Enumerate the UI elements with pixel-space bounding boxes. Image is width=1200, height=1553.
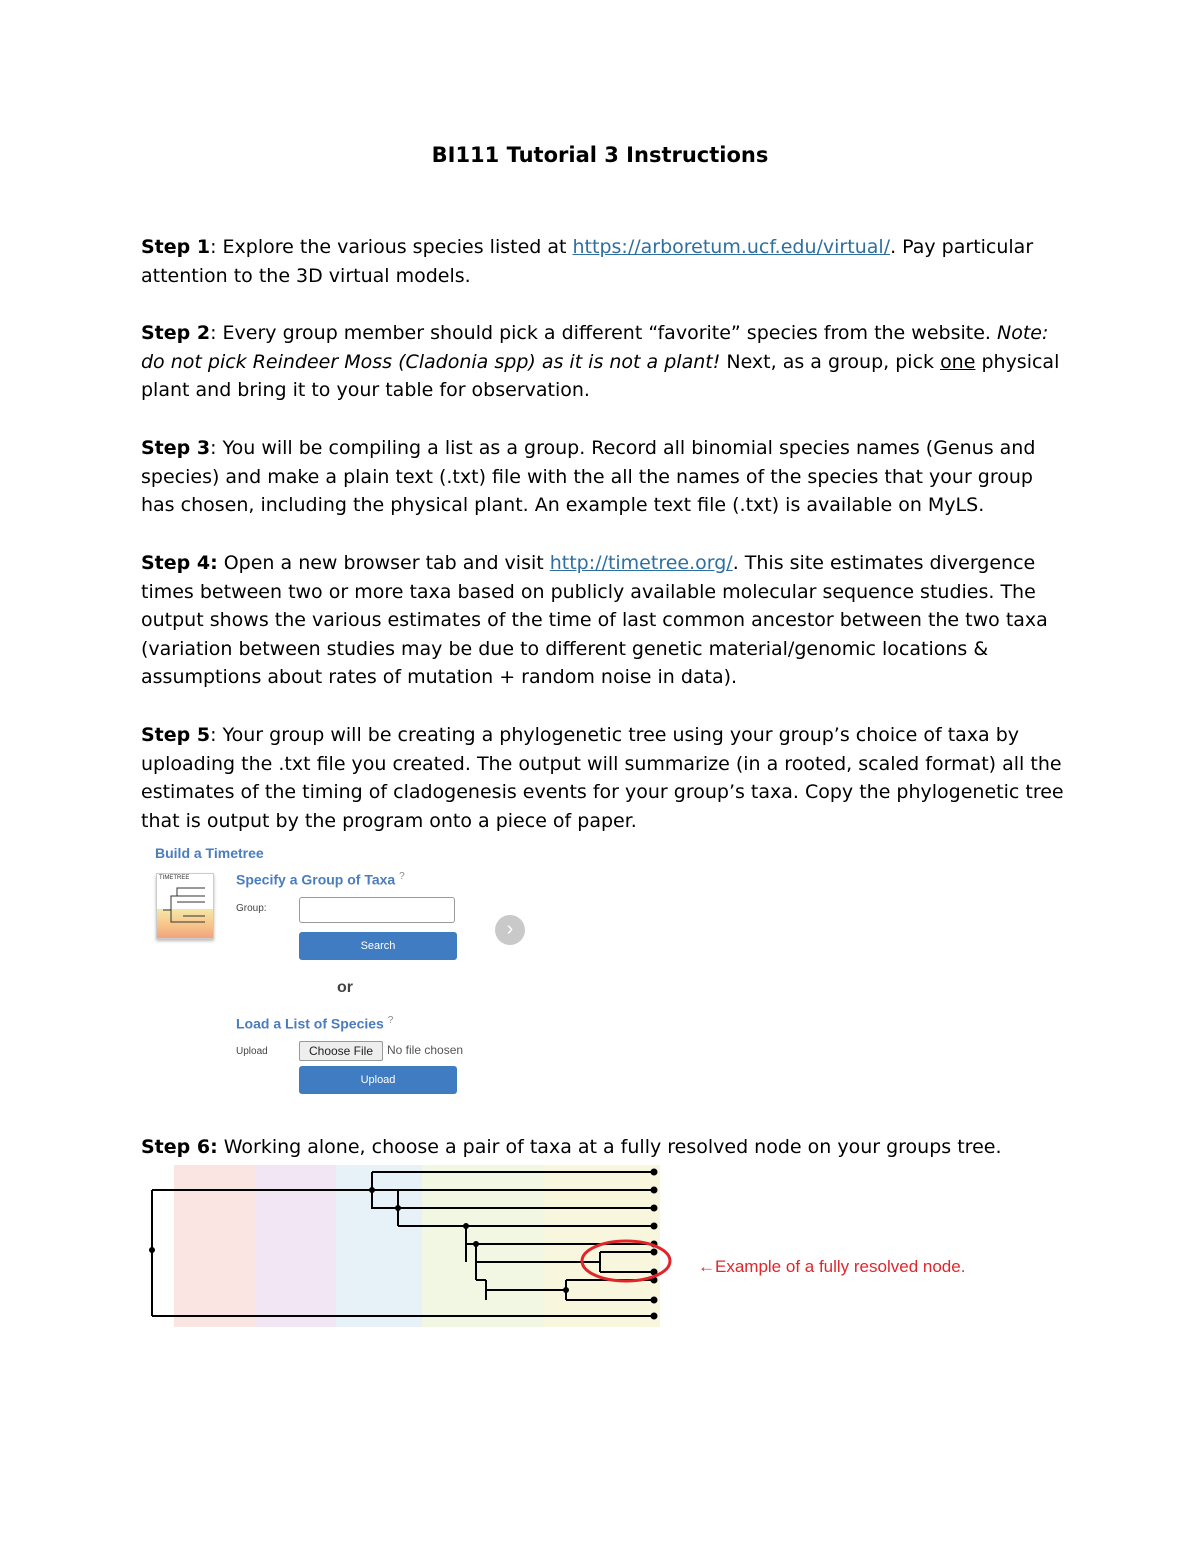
step-2-text-b: Next, as a group, pick	[720, 350, 941, 373]
step-1-text-b: . Pay particular attention to the 3D virtual models.	[141, 236, 1034, 287]
upload-label: Upload	[236, 1046, 268, 1057]
widget-heading: Build a Timetree	[155, 845, 264, 861]
step-2-label: Step 2	[141, 322, 211, 344]
step-3	[141, 434, 1066, 520]
step-5	[141, 721, 1066, 835]
step-4	[141, 549, 1066, 692]
timetree-thumbnail	[156, 873, 214, 939]
upload-button[interactable]: Upload	[299, 1066, 457, 1094]
thumbnail-tree-icon	[157, 874, 213, 938]
timetree-link[interactable]: http://timetree.org/	[549, 552, 733, 574]
no-file-text: No file chosen	[387, 1043, 464, 1057]
chevron-right-icon[interactable]: ›	[495, 915, 525, 945]
step-6	[141, 1133, 1066, 1162]
tip-node	[651, 1187, 658, 1194]
group-label: Group:	[236, 903, 267, 914]
search-button[interactable]: Search	[299, 932, 457, 960]
step-6-label: Step 6:	[141, 1136, 218, 1158]
load-list-title: Load a List of Species ?	[236, 1015, 394, 1032]
step-2-note: Note: do not pick Reindeer Moss (Cladonia spp) as it is not a plant!	[141, 322, 1049, 373]
internal-node	[473, 1241, 479, 1247]
internal-node	[149, 1247, 155, 1253]
step-4-label: Step 4:	[141, 552, 218, 574]
step-2	[141, 319, 1066, 405]
thumbnail-label: TIMETREE	[159, 875, 190, 881]
internal-node	[563, 1287, 569, 1293]
choose-file-button[interactable]: Choose File	[299, 1041, 383, 1061]
arboretum-link[interactable]: https://arboretum.ucf.edu/virtual/	[572, 236, 891, 258]
step-1-label: Step 1	[141, 236, 211, 258]
help-icon[interactable]: ?	[399, 871, 405, 882]
step-1-text-a: : Explore the various species listed at	[210, 236, 573, 258]
internal-node	[395, 1205, 401, 1211]
step-4-text-a: Open a new browser tab and visit	[217, 552, 550, 574]
step-3-text: : You will be compiling a list as a group. Record all binomial species names (Genus and species) and make a plain text (.txt) file with the all the names of the species that your group has chosen, including the physical plant. An example text file (.txt) is available on MyLS.	[141, 437, 1036, 517]
help-icon[interactable]: ?	[387, 1015, 394, 1026]
specify-group-title: Specify a Group of Taxa ?	[236, 871, 405, 888]
tip-node	[651, 1297, 658, 1304]
step-6-text: Working alone, choose a pair of taxa at a fully resolved node on your groups tree.	[217, 1136, 1002, 1158]
tip-node	[651, 1205, 658, 1212]
step-5-text: : Your group will be creating a phylogenetic tree using your group’s choice of taxa by uploading the .txt file you created. The output will summarize (in a rooted, scaled format) all the estimates of the timing of cladogenesis events for your group’s taxa. Copy the phylogenetic tree that is output by the program onto a piece of paper.	[141, 724, 1064, 832]
step-2-underline: one	[940, 350, 976, 373]
or-label: or	[337, 979, 353, 996]
step-3-label: Step 3	[141, 437, 211, 459]
tip-node	[651, 1223, 658, 1230]
step-2-text-c: physical plant and bring it to your table for observation.	[141, 350, 1060, 402]
step-2-text-a: : Every group member should pick a different “favorite” species from the website.	[210, 322, 997, 344]
step-1	[141, 233, 1066, 290]
step-4-text-b: . This site estimates divergence times between two or more taxa based on publicly available molecular sequence studies. The output shows the various estimates of the time of last common ancestor between the two taxa (variation between studies may be due to different genetic material/genomic locations & assumptions about rates of mutation + random noise in data).	[141, 552, 1048, 689]
internal-node	[463, 1223, 469, 1229]
tip-node	[651, 1249, 658, 1256]
page-title: BI111 Tutorial 3 Instructions	[431, 143, 769, 167]
timetree-widget	[150, 843, 550, 1103]
resolved-node-annotation: ←Example of a fully resolved node.	[698, 1257, 966, 1276]
phylogenetic-tree	[140, 1160, 680, 1332]
group-input[interactable]	[299, 897, 455, 923]
step-5-label: Step 5	[141, 724, 211, 746]
tip-node	[651, 1313, 658, 1320]
